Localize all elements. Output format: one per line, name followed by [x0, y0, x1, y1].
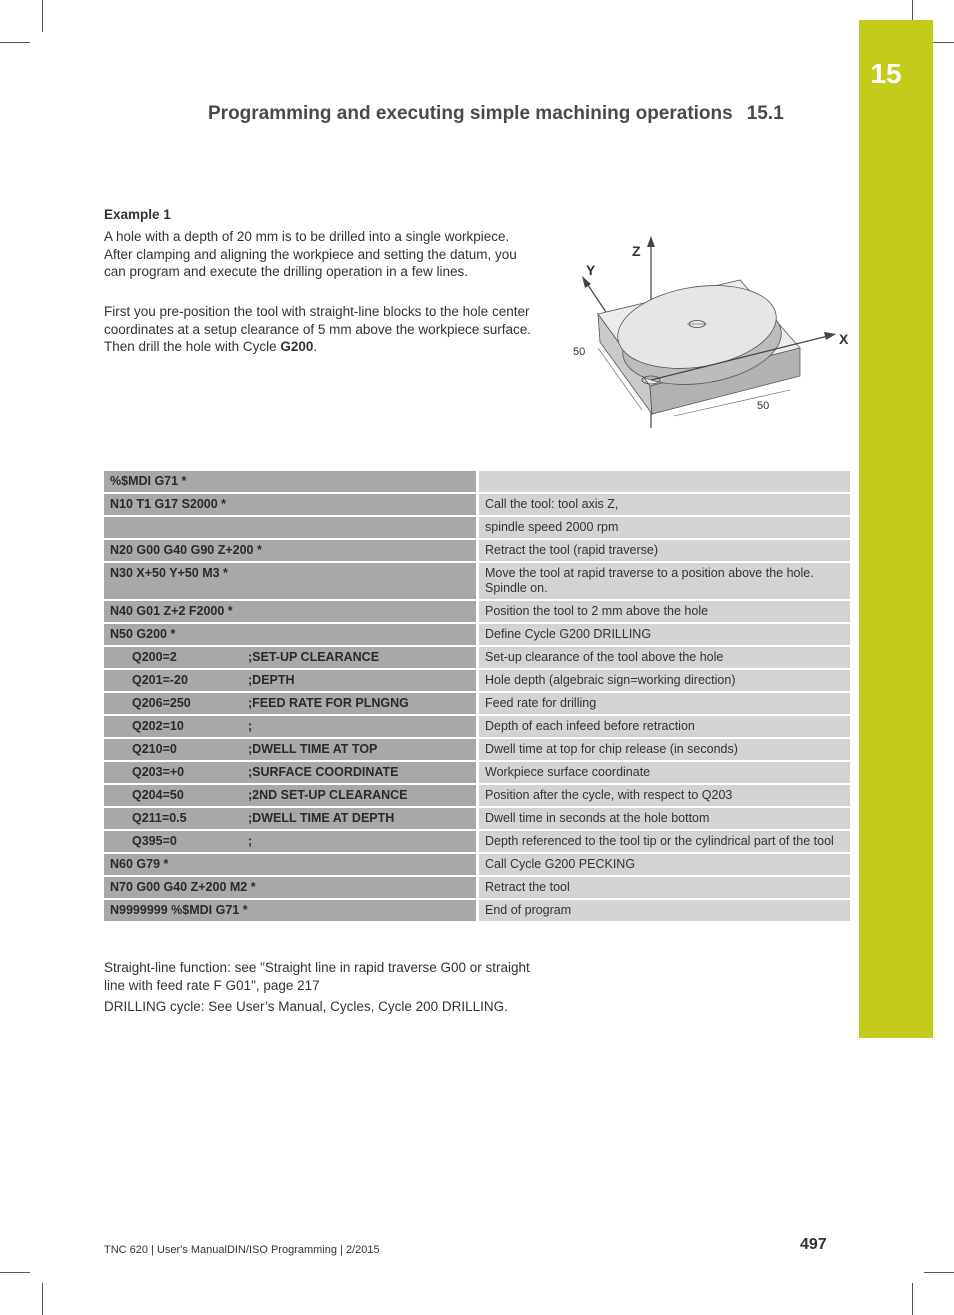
parameter-name: ;DEPTH	[248, 673, 295, 687]
cycle-name: G200	[280, 339, 314, 354]
parameter-value: Q211=0.5	[132, 811, 187, 825]
chapter-number: 15	[870, 58, 902, 89]
table-row	[104, 516, 850, 539]
parameter-description: Feed rate for drilling	[478, 692, 851, 715]
page-header	[208, 103, 784, 125]
nc-block: N70 G00 G40 Z+200 M2 *	[104, 876, 478, 899]
table-row	[104, 623, 850, 646]
nc-block-description: Move the tool at rapid traverse to a position above the hole. Spindle on.	[478, 562, 851, 600]
nc-block-description: Call the tool: tool axis Z,	[478, 493, 851, 516]
parameter-value: Q204=50	[132, 788, 184, 802]
table-row	[104, 830, 850, 853]
parameter-value: Q206=250	[132, 696, 191, 710]
example-title: Example 1	[104, 207, 171, 222]
axis-label-y: Y	[586, 262, 596, 278]
nc-program-table	[104, 471, 850, 923]
table-row	[104, 692, 850, 715]
crop-mark	[0, 1272, 30, 1273]
parameter-value: Q210=0	[132, 742, 177, 756]
parameter-name: ;	[248, 834, 253, 848]
parameter-description: Dwell time in seconds at the hole bottom	[478, 807, 851, 830]
parameter-name: ;FEED RATE FOR PLNGNG	[248, 696, 409, 710]
table-row	[104, 738, 850, 761]
parameter-description: Position after the cycle, with respect to Q203	[478, 784, 851, 807]
nc-block-description	[478, 471, 851, 493]
cycle-parameter	[104, 738, 478, 761]
example-paragraph-1: A hole with a depth of 20 mm is to be drilled into a single workpiece. After clamping and aligning the workpiece and setting the datum, you can program and execute the drilling operation in a few lines.	[104, 229, 517, 279]
nc-block-description: Define Cycle G200 DRILLING	[478, 623, 851, 646]
nc-block: N40 G01 Z+2 F2000 *	[104, 600, 478, 623]
reference-note-drilling-cycle: DRILLING cycle: See User’s Manual, Cycles, Cycle 200 DRILLING.	[104, 999, 508, 1014]
cycle-parameter	[104, 669, 478, 692]
nc-block: %$MDI G71 *	[104, 471, 478, 493]
crop-mark	[0, 42, 30, 43]
nc-block: N20 G00 G40 G90 Z+200 *	[104, 539, 478, 562]
cycle-parameter	[104, 784, 478, 807]
table-row	[104, 600, 850, 623]
x-axis-arrow	[824, 332, 836, 340]
crop-mark	[912, 1283, 913, 1315]
table-row	[104, 784, 850, 807]
header-section: 15.1	[746, 103, 784, 124]
parameter-name: ;2ND SET-UP CLEARANCE	[248, 788, 408, 802]
cycle-parameter	[104, 807, 478, 830]
parameter-name: ;DWELL TIME AT TOP	[248, 742, 378, 756]
dimension-label-bottom: 50	[757, 400, 770, 412]
axis-label-x: X	[839, 331, 849, 347]
header-title: Programming and executing simple machining operations	[208, 103, 733, 124]
parameter-description: Depth of each infeed before retraction	[478, 715, 851, 738]
table-row	[104, 562, 850, 600]
crop-mark	[42, 1283, 43, 1315]
parameter-name: ;SET-UP CLEARANCE	[248, 650, 380, 664]
parameter-description: Depth referenced to the tool tip or the cylindrical part of the tool	[478, 830, 851, 853]
cycle-parameter	[104, 715, 478, 738]
parameter-value: Q202=10	[132, 719, 184, 733]
parameter-description: Set-up clearance of the tool above the hole	[478, 646, 851, 669]
nc-block: N9999999 %$MDI G71 *	[104, 899, 478, 922]
crop-mark	[42, 0, 43, 32]
nc-block-description: Position the tool to 2 mm above the hole	[478, 600, 851, 623]
table-row	[104, 761, 850, 784]
parameter-value: Q201=-20	[132, 673, 188, 687]
nc-block: N10 T1 G17 S2000 *	[104, 493, 478, 516]
dimension-label-left: 50	[573, 346, 586, 358]
table-row	[104, 876, 850, 899]
cycle-parameter	[104, 692, 478, 715]
cycle-parameter	[104, 761, 478, 784]
reference-note-straight-line: Straight-line function: see "Straight line in rapid traverse G00 or straight line with feed rate F G01", page 217	[104, 960, 530, 993]
parameter-description: Workpiece surface coordinate	[478, 761, 851, 784]
parameter-description: Dwell time at top for chip release (in seconds)	[478, 738, 851, 761]
nc-block-description: End of program	[478, 899, 851, 922]
nc-block: N50 G200 *	[104, 623, 478, 646]
table-row	[104, 539, 850, 562]
axis-label-z: Z	[632, 243, 641, 259]
table-row	[104, 493, 850, 516]
nc-block: N60 G79 *	[104, 853, 478, 876]
nc-block-description: Retract the tool	[478, 876, 851, 899]
example-paragraph-2	[104, 303, 534, 356]
workpiece-figure	[562, 230, 858, 430]
table-row	[104, 471, 850, 493]
table-row	[104, 899, 850, 922]
parameter-value: Q203=+0	[132, 765, 185, 779]
crop-mark	[912, 0, 913, 20]
cycle-parameter	[104, 830, 478, 853]
parameter-name: ;DWELL TIME AT DEPTH	[248, 811, 395, 825]
nc-block	[104, 516, 478, 539]
paragraph-text: First you pre-position the tool with straight-line blocks to the hole center coordinates at a setup clearance of 5 mm above the workpiece surface. Then drill the hole with Cycle	[104, 304, 531, 354]
page-footer-text: TNC 620 | User's ManualDIN/ISO Programming | 2/2015	[104, 1244, 380, 1256]
nc-block: N30 X+50 Y+50 M3 *	[104, 562, 478, 600]
parameter-value: Q395=0	[132, 834, 177, 848]
parameter-description: Hole depth (algebraic sign=working direction)	[478, 669, 851, 692]
crop-mark	[933, 42, 954, 43]
chapter-tab	[859, 20, 933, 1038]
z-axis-arrow	[647, 236, 655, 247]
parameter-value: Q200=2	[132, 650, 177, 664]
table-row	[104, 853, 850, 876]
parameter-name: ;SURFACE COORDINATE	[248, 765, 399, 779]
cycle-parameter	[104, 646, 478, 669]
nc-block-description: spindle speed 2000 rpm	[478, 516, 851, 539]
crop-mark	[924, 1272, 954, 1273]
table-row	[104, 646, 850, 669]
paragraph-text-end: .	[313, 339, 318, 354]
nc-block-description: Retract the tool (rapid traverse)	[478, 539, 851, 562]
page-number: 497	[800, 1236, 827, 1253]
nc-block-description: Call Cycle G200 PECKING	[478, 853, 851, 876]
table-row	[104, 715, 850, 738]
table-row	[104, 669, 850, 692]
table-row	[104, 807, 850, 830]
parameter-name: ;	[248, 719, 253, 733]
